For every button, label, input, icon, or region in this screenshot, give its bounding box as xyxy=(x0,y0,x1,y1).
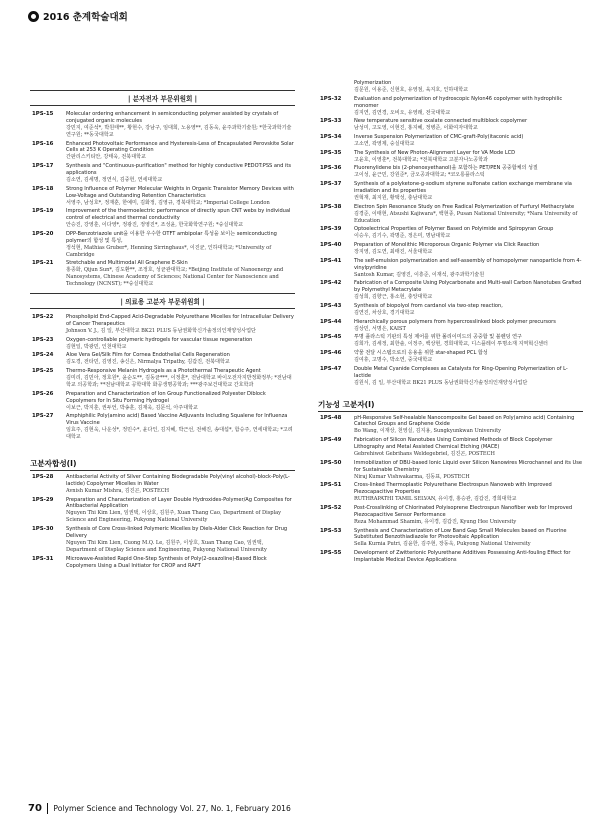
entry-list xyxy=(30,111,295,288)
abstract-entry xyxy=(318,366,583,387)
abstract-entry xyxy=(30,163,295,184)
abstract-authors: 권혁재, 최지원, 황택성, 충남대학교 xyxy=(354,194,433,201)
abstract-entry xyxy=(318,460,583,481)
poster-code: 1PS-17 xyxy=(32,163,54,170)
poster-code: 1PS-16 xyxy=(32,140,54,147)
abstract-title: Electron Spin Resonance Study on Free Radical Polymerization of Furfuryl Methacrylate xyxy=(354,203,575,210)
abstract-entry xyxy=(30,337,295,351)
abstract-entry xyxy=(318,482,583,503)
abstract-entry xyxy=(318,350,583,364)
poster-code: 1PS-45 xyxy=(320,334,342,341)
abstract-title: Preparation and Characterization of Layer Double Hydroxides-Polymer/Ag Composites for Antibacterial Application xyxy=(66,496,292,510)
poster-code: 1PS-35 xyxy=(320,149,342,156)
abstract-authors: 이보근, 박지훈, 권두언, 박송훈, 김재욱, 김문석, 아주대학교 xyxy=(66,404,198,411)
poster-code: 1PS-25 xyxy=(32,368,54,375)
abstract-authors: Santosh Kumar, 김영진, 이흥준, 이재석, 광주과학기술원 xyxy=(354,271,485,278)
poster-code: 1PS-31 xyxy=(32,555,54,562)
conference-title: 2016 춘계학술대회 xyxy=(43,12,128,23)
abstract-entry xyxy=(30,526,295,554)
abstract-title: Immobilization of DBU-based Ionic Liquid over Silicon Nanowires Microchannel and its Use for Sustainable Chemistry xyxy=(354,459,582,473)
abstract-title: Synthesis and Characterization of Low Band Gap Small Molecules based on Fluorine Substituted Benzothiadiazole for Photovoltaic Application xyxy=(354,527,567,541)
abstract-authors: 이승우, 김기수, 곽명준, 정은미, 명남대학교 xyxy=(354,233,451,240)
abstract-title: Stretchable and Multimodal All Graphene E-Skin xyxy=(66,260,188,267)
poster-code: 1PS-44 xyxy=(320,318,342,325)
abstract-entry xyxy=(318,415,583,436)
circle-bullet-icon xyxy=(28,11,39,22)
abstract-authors: Reza Mohammad Shamim, 유이경, 김갑진, Kyung Hee University xyxy=(354,518,517,525)
abstract-entry xyxy=(318,258,583,279)
abstract-authors: 김문원, 이용준, 신현호, 유영점, 육지호, 인하대학교 xyxy=(354,86,469,93)
abstract-title: 투명 플라스틱 기판의 특성 제어를 위한 폴리이미드의 공중합 및 블렌딩 연구 xyxy=(354,334,522,341)
abstract-title: Molecular ordering enhancement in semiconducting polymer assisted by crystals of conjugated organic molecules xyxy=(66,111,279,124)
abstract-entry xyxy=(318,204,583,225)
abstract-entry xyxy=(30,141,295,162)
poster-code: 1PS-50 xyxy=(320,459,342,466)
abstract-authors: 김희가, 김세정, 최한솔, 이정주, 백상현, 경희대학교, 디스플레이 투명소재 지역혁신센터 xyxy=(354,341,548,348)
poster-code: 1PS-36 xyxy=(320,165,342,172)
abstract-authors: 간판리스키티안, 강태욱, 전북대학교 xyxy=(66,154,146,161)
abstract-authors: 서영주, 남성호*, 정재훈, 한예미, 김화정, 김영규, 경북대학교; *Imperial College London xyxy=(66,199,270,206)
abstract-entry xyxy=(30,352,295,366)
abstract-title: Enhanced Photovoltaic Performance and Hysteresis-Less of Encapsulated Perovskite Solar Cells at 253 K Operating Condition xyxy=(66,140,294,154)
abstract-entry xyxy=(318,319,583,333)
abstract-entry xyxy=(318,165,583,179)
poster-code: 1PS-22 xyxy=(32,314,54,321)
abstract-authors: 고이성, 윤근민, 강원준*, 금오공과대학교; *코오롱플라스틱 xyxy=(354,172,485,179)
journal-citation: Polymer Science and Technology Vol. 27, No. 1, February 2016 xyxy=(53,804,291,813)
poster-code: 1PS-19 xyxy=(32,208,54,215)
abstract-title: Thermo-Responsive Melanin Hydrogels as a Photothermal Therapeutic Agent xyxy=(66,368,261,375)
abstract-entry xyxy=(318,96,583,117)
abstract-title: Optoelectrical Properties of Polymer Based on Polyimide and Spiropyran Group xyxy=(354,226,554,233)
abstract-authors: 김원식, 김 일, 부산대학교 BK21 PLUS 동남권화학신가솔정의인재양성사업단 xyxy=(354,379,528,386)
abstract-title: New temperature sensitive oxalate connected multiblock copolymer xyxy=(354,118,528,125)
abstract-title: Amphiphilic Poly(amino acid) Based Vaccine Adjuvants Including Squalene for Influenza Virus Vaccine xyxy=(66,413,288,427)
poster-code: 1PS-24 xyxy=(32,352,54,359)
abstract-authors: 장지영, 김도연, 최태진, 서울대학교 xyxy=(354,248,433,255)
abstract-entry xyxy=(30,111,295,139)
abstract-entry xyxy=(30,556,295,570)
abstract-authors: 김현일, 박광민, 인천대학교 xyxy=(66,343,127,350)
abstract-entry xyxy=(30,368,295,389)
abstract-title: Preparation and Characterization of Ion Group Functionalized Polyester Diblock Copolymers for In Situ Forming Hydrogel xyxy=(66,390,266,404)
poster-code: 1PS-30 xyxy=(32,526,54,533)
abstract-title: Strong Influence of Polymer Molecular Weights in Organic Transistor Memory Devices with Low-Voltage and Outstanding Retention Characteristics xyxy=(66,185,294,199)
abstract-entry xyxy=(318,303,583,317)
abstract-authors: 정석현, Mathias Gruber*, Henning Sirringhaus*, 이진균, 인하대학교; *University of Cambridge xyxy=(66,244,272,258)
page-number: 70 xyxy=(28,803,42,814)
abstract-authors: 고소연, 곽영제, 숭실대학교 xyxy=(354,140,415,147)
abstract-entry xyxy=(318,226,583,240)
abstract-entry xyxy=(318,80,583,94)
abstract-title: Synthesis of a polyketone-g-sodium styrene sulfonate cation exchange membrane via irradiation and its properties xyxy=(354,181,572,195)
abstract-title: Fabrication of a Composite Using Polycarbonate and Multi-wall Carbon Nanotubes Grafted by Polymethyl Metacrylate xyxy=(354,280,582,294)
abstract-title: pH-Responsive Self-healable Nanocomposite Gel based on Poly(amino acid) Containing Catechol Groups and Graphene Oxide xyxy=(354,414,575,428)
abstract-authors: 고윤호, 이영훈*, 전북대학교; *전북대학교 고분자나노공학과 xyxy=(354,156,488,163)
abstract-entry xyxy=(318,242,583,256)
poster-code: 1PS-46 xyxy=(320,350,342,357)
abstract-authors: 김여휴, 고명수, 박소연, 중국대학교 xyxy=(354,356,433,363)
poster-code: 1PS-40 xyxy=(320,242,342,249)
abstract-authors: 김연진, 차상호, 경기대학교 xyxy=(354,309,415,316)
poster-code: 1PS-23 xyxy=(32,336,54,343)
abstract-authors: 김도경, 전타민, 김영진, 송신은, Nirmalya Tripathy, 김갑진, 전북대학교 xyxy=(66,359,230,366)
abstract-entry xyxy=(318,118,583,132)
abstract-title: Oxygen-controllable polymeric hydrogels for vascular tissue regeneration xyxy=(66,336,253,343)
abstract-authors: 김소연, 김세명, 정연식, 김중헌, 연세대학교 xyxy=(66,176,163,183)
abstract-entry xyxy=(318,437,583,458)
entry-list xyxy=(30,314,295,441)
abstract-title: Evaluation and polymerization of hydroscopic Nylon46 copolymer with hydrophilic monomer xyxy=(354,95,563,109)
abstract-title: The self-emulsion polymerization and self-assembly of homopolymer nanoparticle from 4-vinylpyridine xyxy=(354,257,582,271)
poster-code: 1PS-49 xyxy=(320,437,342,444)
entry-list xyxy=(318,415,583,564)
poster-code: 1PS-43 xyxy=(320,302,342,309)
abstract-entry xyxy=(30,260,295,288)
abstract-authors: 김미리, 김민아, 정호원*, 윤순도**, 김동균***, 이정훈*, 전남대학교 바이오전자지반정화정부; *전남대학교 의공학과; **전남대학교 공학대학 화공생명공학과; ***광주보건대학교 간호학과 xyxy=(66,375,292,388)
abstract-entry xyxy=(30,391,295,412)
poster-code: 1PS-27 xyxy=(32,413,54,420)
abstract-title: Aloe Vera Gel/Silk Film for Cornea Endothelial Cells Regeneration xyxy=(66,352,230,359)
poster-code: 1PS-52 xyxy=(320,504,342,511)
poster-code: 1PS-33 xyxy=(320,118,342,125)
poster-code: 1PS-28 xyxy=(32,473,54,480)
abstract-title: The Synthesis of New Photon-Alignment Layer for VA Mode LCD xyxy=(354,149,516,156)
abstract-title: 약물 전달 시스템으로의 응용을 위한 star-shaped PCL 합성 xyxy=(354,350,488,357)
abstract-authors: Gebrehiwot Gebrihans Weldegebriel, 김진곤, POSTECH xyxy=(354,450,495,457)
page-footer xyxy=(28,803,291,814)
abstract-authors: Nguyen Thi Kim Lien, Cuong M.Q. Le, 김원주, 이상호, Xuan Thang Cao, 임권택, Department of Display Science and Engineering, Pukyong National University xyxy=(66,539,267,553)
abstract-entry xyxy=(30,231,295,259)
abstract-title: Microwave-Assisted Rapid One-Step Synthesis of Poly(2-oxazoline)-Based Block Copolymers Using a Dual Initiator for CROP and RAFT xyxy=(66,555,267,569)
abstract-authors: 강민지, 여준석*, 박원태**, 황현수, 강남구, 임대희, 노용영**, 김동욱, 윤주과학기술원; *한국과학기술연구원; **동국대학교 xyxy=(66,124,292,138)
abstract-title: Synthesis of Core Cross-linked Polymeric Micelles by Diels-Alder Click Reaction for Drug Delivery xyxy=(66,526,288,539)
abstract-title: DPP-Benzotriazole unit을 이용한 우수한 OTFT ambipolar 특성을 보이는 semiconducting polymer의 합성 및 특성, xyxy=(66,230,277,244)
abstract-title: Fluorenylidene bis (2-phenoxyethanol)을 포함하는 PET/PEN 공중합체의 성질 xyxy=(354,165,538,172)
conference-header xyxy=(28,9,128,23)
abstract-authors: Nguyen Thi Kim Lien, 임권택, 이상호, 김원주, Xuan Thang Cao, Department of Display Science and Engineering, Pukyong National University xyxy=(66,510,282,524)
poster-code: 1PS-41 xyxy=(320,257,342,264)
poster-code: 1PS-32 xyxy=(320,95,342,102)
poster-code: 1PS-48 xyxy=(320,414,342,421)
abstract-entry xyxy=(318,528,583,549)
abstract-entry xyxy=(30,186,295,207)
footer-divider xyxy=(47,803,49,814)
abstract-title: Phospholipid End-Capped Acid-Degradable Polyurethane Micelles for Intracellular Delivery of Cancer Therapeutics xyxy=(66,314,294,327)
abstract-entry xyxy=(30,497,295,525)
poster-code: 1PS-39 xyxy=(320,226,342,233)
poster-code: 1PS-47 xyxy=(320,365,342,372)
section-title-biomedical: | 의료용 고분자 부문위원회 | xyxy=(30,293,295,309)
poster-code: 1PS-26 xyxy=(32,390,54,397)
abstract-authors: 안승진, 강영훈, 이다영*, 정광진, 정영진*, 조성윤, 한국화학연구원; *숭실대학교 xyxy=(66,222,244,229)
abstract-authors: 김지연, 김연경, 오비오, 유영래, 전국대학교 xyxy=(354,109,451,116)
abstract-title: Fabrication of Silicon Nanotubes Using Combined Methods of Block Copolymer Lithography and Metal Assisted Chemical Etching (MACE) xyxy=(354,437,553,451)
abstract-authors: Sella Kurnia Putri, 김윤한, 김주현, 장동욱, Pukyong National University xyxy=(354,541,531,548)
abstract-authors: RUTHRAPATHI TAMIL SELVAN, 유이경, 홍승관, 김갑진, 경희대학교 xyxy=(354,496,517,503)
section-title-photonics: | 분자전자 부문위원회 | xyxy=(30,90,295,106)
abstract-authors: 임효주, 김현욱, 나운성*, 정민수*, 윤다인, 김지혜, 박근선, 전해진, 송대섭*, 함승주, 연세대학교; *고려대학교 xyxy=(66,427,293,441)
poster-code: 1PS-18 xyxy=(32,185,54,192)
poster-code: 1PS-21 xyxy=(32,260,54,267)
abstract-title: Double Metal Cyanide Complexes as Catalysts for Ring-Opening Polymerization of L-lactide xyxy=(354,365,568,379)
abstract-title: Inverse Suspension Polymerization of CMC-graft-Poly(itaconic acid) xyxy=(354,134,524,141)
poster-code: 1PS-42 xyxy=(320,280,342,287)
abstract-title: Cross-linked Thermoplastic Polyurethane Electrospun Nanoweb with Improved Piezocapacitive Properties xyxy=(354,482,552,496)
abstract-entry xyxy=(30,208,295,229)
poster-code: 1PS-29 xyxy=(32,496,54,503)
abstract-title: Polymerization xyxy=(354,80,392,86)
abstract-authors: 김상민, 서명은, KAIST xyxy=(354,325,406,332)
abstract-entry xyxy=(318,150,583,164)
abstract-authors: 홍종화, Qijun Sun*, 김도환**, 조정호, 성균관대학교; *Beijing Institute of Nanoenergy and Nanosystems, Chinese Academy of Sciences; National Center for Nanoscience and Technology (NCNST); **숭실대학교 xyxy=(66,267,284,288)
abstract-authors: Avnish Kumar Mishra, 김진곤, POSTECH xyxy=(66,487,170,494)
abstract-title: Synthesis and "Continuous-purification" method for highly conductive PEDOT:PSS and its applications xyxy=(66,163,292,177)
abstract-title: Improvement of the thermoelectric performance of directly spun CNT webs by individual control of electrical and thermal conductivity xyxy=(66,208,291,222)
abstract-authors: Niraj Kumar Vishwakarma, 김동표, POSTECH xyxy=(354,473,470,480)
abstract-entry xyxy=(318,181,583,202)
abstract-title: Development of Zwitterionic Polyurethane Additives Possessing Anti-fouling Effect for Implantable Medical Device Applications xyxy=(354,550,571,564)
entry-list xyxy=(30,474,295,569)
abstract-title: Preparation of Monolithic Microporous Organic Polymer via Click Reaction xyxy=(354,242,540,249)
abstract-title: Post-Crosslinking of Chlorinated Polyisoprene Electrospun Nanofiber web for Improved Piezocapacitive Sensor Performance xyxy=(354,504,573,518)
right-column xyxy=(318,80,583,566)
entry-list xyxy=(318,80,583,387)
section-title-synthesis: 고분자합성(I) xyxy=(30,458,295,471)
abstract-title: Synthesis of biopolyol from cardanol via two-step reaction, xyxy=(354,302,503,309)
poster-code: 1PS-55 xyxy=(320,550,342,557)
section-title-functional: 기능성 고분자(I) xyxy=(318,399,583,412)
poster-code: 1PS-34 xyxy=(320,134,342,141)
abstract-entry xyxy=(318,334,583,348)
poster-code xyxy=(318,80,354,94)
abstract-title: Hierarchically porous polymers from hypercrosslinked block polymer precursors xyxy=(354,318,556,325)
poster-code: 1PS-15 xyxy=(32,111,54,117)
poster-code: 1PS-53 xyxy=(320,527,342,534)
abstract-authors: 김성희, 김향근, 홍소현, 충앙대학교 xyxy=(354,294,433,301)
abstract-entry xyxy=(318,550,583,564)
poster-code: 1PS-37 xyxy=(320,181,342,188)
left-column xyxy=(30,88,295,571)
poster-code: 1PS-51 xyxy=(320,482,342,489)
abstract-entry xyxy=(30,314,295,335)
abstract-authors: Johnson V. J., 김 일, 부산대학교 BK21 PLUS 동남권화학신가솔정의인재양성사업단 xyxy=(66,327,256,334)
abstract-entry xyxy=(318,134,583,148)
abstract-entry xyxy=(30,474,295,495)
abstract-authors: 김경준, 이태현, Atsushi Kajiwara*, 백현종, Pusan National University; *Nara University of Education xyxy=(354,210,578,224)
abstract-title: Antibacterial Activity of Silver Containing Biodegradable Poly(vinyl alcohol)-block-Poly(L-lactide) Copolymer Micelles in Water xyxy=(66,473,290,487)
abstract-entry xyxy=(30,413,295,441)
abstract-authors: 남성미, 고도영, 이현진, 홍지혜, 정병준, 이화여자대학교 xyxy=(354,125,478,132)
abstract-entry xyxy=(318,505,583,526)
poster-code: 1PS-20 xyxy=(32,230,54,237)
poster-code: 1PS-38 xyxy=(320,203,342,210)
abstract-authors: Bo Wang, 이재상, 천영실, 김지용, Sungkyunkwan University xyxy=(354,428,502,435)
abstract-entry xyxy=(318,280,583,301)
